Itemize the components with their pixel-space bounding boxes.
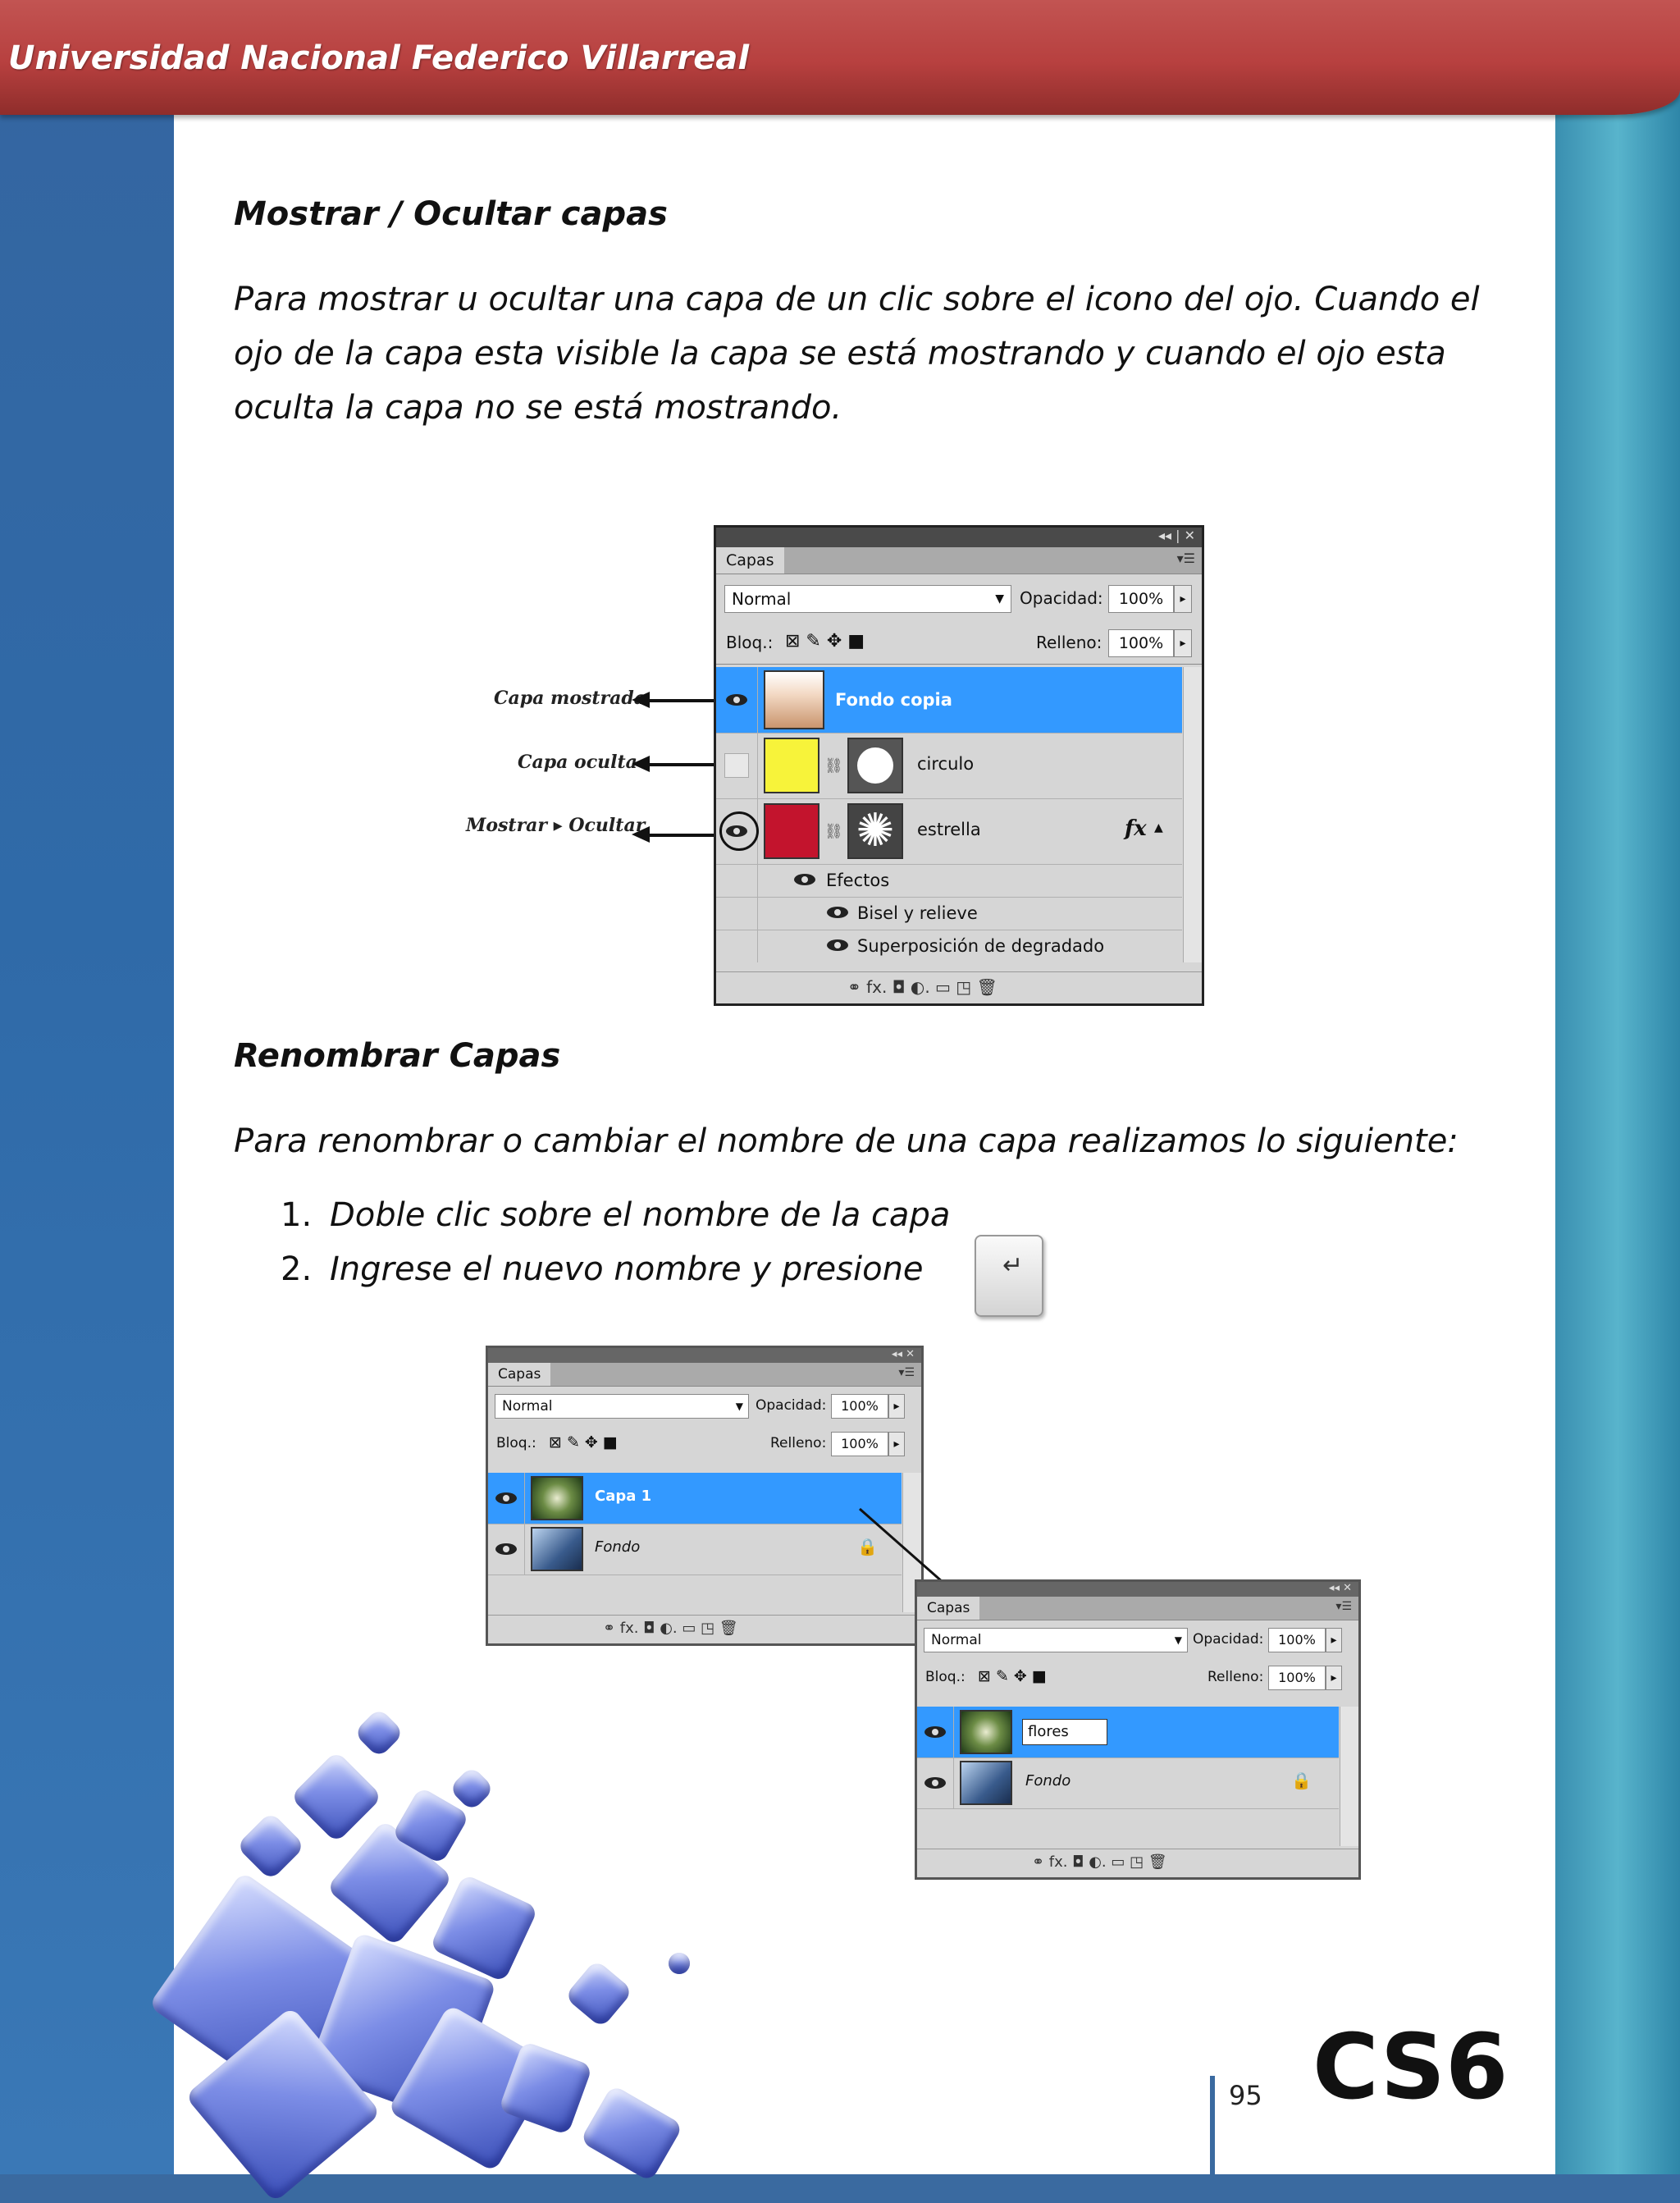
header-title: Universidad Nacional Federico Villarreal — [8, 39, 750, 77]
lock-label: Bloq.: — [726, 633, 774, 652]
panel-action-icons[interactable]: ⚭ fx. ◘ ◐. ▭ ◳ 🗑 — [603, 1620, 738, 1637]
right-decor-band — [1555, 82, 1680, 2174]
lock-icons[interactable]: ⊠ ✎ ✥ ■ — [978, 1667, 1047, 1685]
paragraph-line: ojo de la capa esta visible la capa se está mostrando y cuando el ojo esta — [234, 335, 1446, 372]
panel-titlebar — [716, 528, 1202, 547]
steps-list-item — [281, 1196, 950, 1234]
panel-menu-icon[interactable]: ▾☰ — [1176, 551, 1195, 566]
opacity-field[interactable]: 100% — [1108, 585, 1174, 613]
eye-icon[interactable] — [726, 694, 747, 706]
blend-mode-value: Normal — [931, 1632, 982, 1648]
layers-panel-figure1 — [714, 525, 1204, 1006]
blend-mode-value: Normal — [732, 589, 792, 609]
tab-layers[interactable]: Capas — [917, 1597, 979, 1620]
effects-row[interactable] — [716, 864, 1182, 898]
opacity-label: Opacidad: — [1020, 588, 1103, 608]
eye-cell[interactable] — [488, 1473, 525, 1524]
layers-scrollbar[interactable] — [1183, 667, 1202, 962]
eye-cell-hidden[interactable] — [716, 733, 758, 798]
layer-name[interactable]: Fondo copia — [835, 690, 952, 710]
fill-arrow-icon[interactable]: ▸ — [888, 1432, 905, 1456]
layer-row[interactable] — [917, 1707, 1339, 1758]
layer-thumbnail — [764, 670, 824, 729]
effect-name: Bisel y relieve — [857, 903, 978, 923]
effect-row[interactable] — [716, 897, 1182, 930]
header-banner — [0, 0, 1680, 115]
panel-action-icons[interactable]: ⚭ fx. ◘ ◐. ▭ ◳ 🗑 — [847, 977, 998, 997]
layer-row[interactable] — [716, 733, 1182, 799]
eye-cell[interactable] — [716, 798, 758, 864]
layer-row[interactable] — [716, 667, 1182, 734]
fill-label: Relleno: — [1208, 1669, 1264, 1685]
layer-row[interactable] — [488, 1473, 902, 1524]
page-number: 95 — [1229, 2080, 1262, 2111]
layer-row[interactable] — [488, 1524, 902, 1575]
link-icon: ⛓ — [824, 823, 843, 840]
eye-cell[interactable] — [716, 667, 758, 733]
layer-name[interactable]: circulo — [917, 754, 975, 774]
layer-thumbnail — [960, 1710, 1012, 1754]
eye-cell[interactable] — [917, 1757, 954, 1808]
eye-icon[interactable] — [495, 1543, 517, 1555]
fx-badge[interactable]: fx — [1125, 816, 1147, 841]
opacity-field[interactable]: 100% — [831, 1394, 888, 1419]
step-text: Doble clic sobre el nombre de la capa — [330, 1196, 951, 1234]
left-decor-band — [0, 82, 174, 2174]
layers-panel-after — [915, 1579, 1361, 1880]
lock-label: Bloq.: — [925, 1669, 966, 1685]
eye-icon[interactable] — [924, 1726, 946, 1738]
effect-name: Superposición de degradado — [857, 936, 1105, 956]
chevron-down-icon: ▼ — [995, 592, 1004, 606]
panel-tabbar — [716, 547, 1202, 574]
opacity-label: Opacidad: — [756, 1397, 827, 1414]
callout-arrow — [648, 763, 714, 766]
lock-label: Bloq.: — [496, 1435, 536, 1451]
callout-toggle: Mostrar ▸ Ocultar — [466, 815, 646, 836]
panel-titlebar — [917, 1582, 1358, 1597]
mask-thumbnail — [847, 738, 903, 793]
chevron-down-icon: ▼ — [1174, 1634, 1182, 1646]
layer-thumbnail — [764, 803, 819, 859]
layer-row[interactable] — [716, 798, 1182, 865]
step-text: Ingrese el nuevo nombre y presione — [330, 1250, 924, 1288]
tab-layers[interactable]: Capas — [488, 1363, 550, 1386]
eye-icon[interactable] — [827, 907, 848, 918]
fill-label: Relleno: — [1036, 633, 1102, 652]
lock-icon: 🔒 — [857, 1537, 878, 1556]
eye-icon[interactable] — [794, 874, 815, 885]
callout-arrowhead — [632, 692, 650, 708]
layer-name[interactable]: estrella — [917, 820, 981, 839]
fill-label: Relleno: — [770, 1435, 827, 1451]
panel-bottom-toolbar — [716, 971, 1202, 1003]
collapse-close-icon[interactable]: ◂◂ ✕ — [891, 1348, 915, 1360]
eye-cell[interactable] — [917, 1707, 954, 1757]
effect-row[interactable] — [716, 930, 1182, 962]
section-paragraph-show-hide — [234, 272, 1513, 435]
collapse-close-icon[interactable]: ◂◂ | ✕ — [1157, 528, 1195, 543]
layer-thumbnail — [531, 1476, 583, 1520]
panel-menu-icon[interactable]: ▾☰ — [898, 1366, 915, 1379]
section-paragraph-rename: Para renombrar o cambiar el nombre de una capa realizamos lo siguiente: — [234, 1122, 1459, 1160]
opacity-label: Opacidad: — [1193, 1631, 1264, 1648]
paragraph-line: oculta la capa no se está mostrando. — [234, 389, 842, 427]
mask-thumbnail: ✺ — [847, 803, 903, 859]
eye-icon[interactable] — [726, 825, 747, 837]
lock-icon: 🔒 — [1291, 1771, 1312, 1790]
link-icon: ⛓ — [824, 757, 843, 775]
blend-mode-select[interactable] — [495, 1394, 749, 1419]
tab-layers[interactable]: Capas — [716, 547, 784, 574]
blend-mode-value: Normal — [502, 1398, 553, 1415]
panel-tabbar — [488, 1363, 921, 1387]
layer-thumbnail — [531, 1527, 583, 1571]
enter-key-glyph: ↵ — [1002, 1252, 1024, 1279]
panel-action-icons[interactable]: ⚭ fx. ◘ ◐. ▭ ◳ 🗑 — [1032, 1853, 1167, 1871]
callout-arrow — [648, 699, 714, 702]
callout-arrowhead — [632, 756, 650, 772]
opacity-field[interactable]: 100% — [1268, 1628, 1326, 1652]
fill-arrow-icon[interactable]: ▸ — [1326, 1666, 1342, 1690]
chevron-down-icon: ▼ — [735, 1401, 743, 1412]
opacity-arrow-icon[interactable]: ▸ — [888, 1394, 905, 1419]
step-number: 1. — [281, 1196, 313, 1234]
layers-scrollbar[interactable] — [1340, 1707, 1358, 1846]
enter-key-icon — [975, 1235, 1043, 1317]
steps-list-item — [281, 1250, 924, 1288]
opacity-arrow-icon[interactable]: ▸ — [1326, 1628, 1342, 1652]
panel-menu-icon[interactable]: ▾☰ — [1335, 1600, 1352, 1613]
layer-thumbnail — [764, 738, 819, 793]
section-heading-show-hide: Mostrar / Ocultar capas — [234, 195, 668, 233]
effects-label: Efectos — [826, 871, 890, 890]
panel-titlebar — [488, 1348, 921, 1363]
panel-bottom-toolbar — [917, 1849, 1358, 1877]
layer-name[interactable]: Capa 1 — [595, 1488, 652, 1505]
panel-tabbar — [917, 1597, 1358, 1620]
fill-arrow-icon[interactable]: ▸ — [1174, 629, 1192, 657]
lock-icons[interactable]: ⊠ ✎ ✥ ■ — [785, 631, 865, 651]
opacity-arrow-icon[interactable]: ▸ — [1174, 585, 1192, 613]
callout-layer-hidden: Capa oculta — [518, 752, 637, 773]
layer-name-input[interactable]: flores — [1022, 1719, 1107, 1745]
layer-name[interactable]: Fondo — [1025, 1772, 1071, 1789]
callout-layer-shown: Capa mostrada — [494, 688, 646, 709]
step-number: 2. — [281, 1250, 313, 1288]
eye-icon[interactable] — [924, 1777, 946, 1789]
collapse-close-icon[interactable]: ◂◂ ✕ — [1328, 1582, 1352, 1594]
blend-mode-select[interactable] — [924, 1628, 1188, 1652]
brand-logo-text: CS6 — [1312, 2014, 1509, 2119]
lock-icons[interactable]: ⊠ ✎ ✥ ■ — [549, 1433, 618, 1451]
layer-row[interactable] — [917, 1757, 1339, 1809]
fill-field[interactable]: 100% — [831, 1432, 888, 1456]
footer-divider — [1210, 2076, 1215, 2174]
eye-icon[interactable] — [495, 1492, 517, 1504]
layer-name[interactable]: Fondo — [595, 1538, 641, 1556]
callout-arrowhead — [632, 826, 650, 843]
section-heading-rename: Renombrar Capas — [234, 1037, 561, 1075]
fill-field[interactable]: 100% — [1268, 1666, 1326, 1690]
blend-mode-select[interactable] — [724, 585, 1011, 613]
eye-cell[interactable] — [488, 1524, 525, 1575]
callout-arrow — [648, 834, 714, 837]
fill-field[interactable]: 100% — [1108, 629, 1174, 657]
paragraph-line: Para mostrar u ocultar una capa de un clic sobre el icono del ojo. Cuando el — [234, 281, 1480, 318]
eye-icon[interactable] — [827, 939, 848, 951]
chevron-up-icon[interactable]: ▲ — [1154, 821, 1163, 834]
layer-thumbnail — [960, 1761, 1012, 1805]
